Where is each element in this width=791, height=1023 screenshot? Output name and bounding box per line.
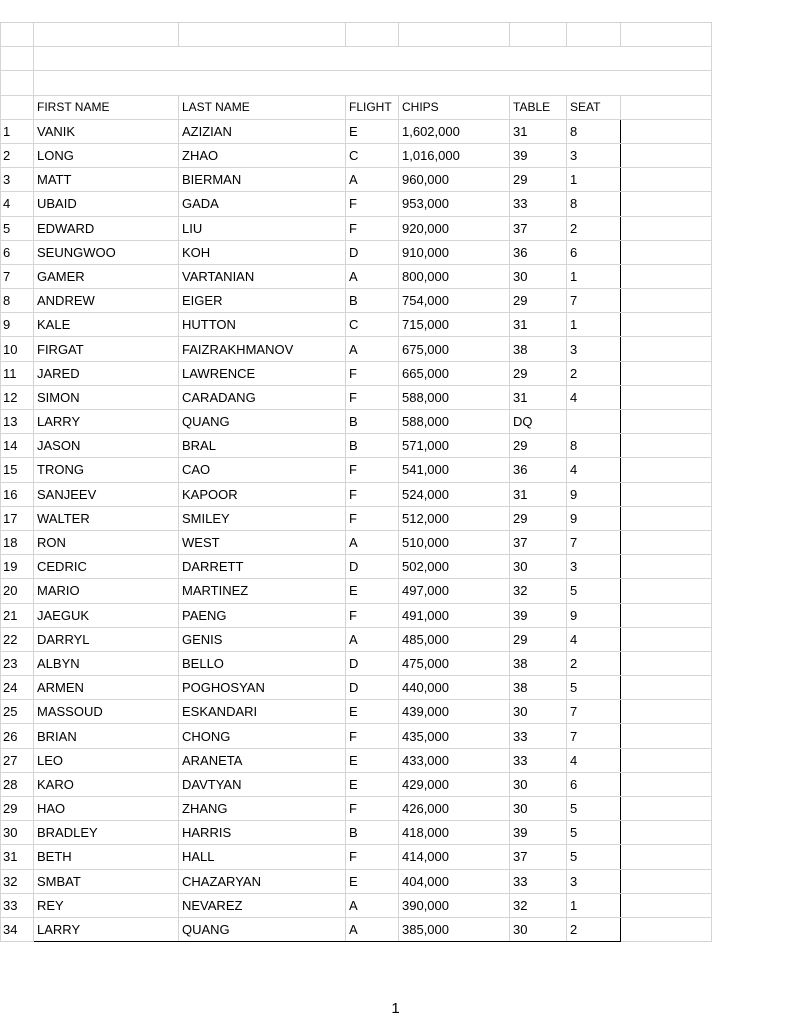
flight-cell: E <box>346 119 399 143</box>
chips-cell: 426,000 <box>399 797 510 821</box>
seat-cell: 5 <box>567 821 621 845</box>
seat-cell: 2 <box>567 917 621 941</box>
chips-cell: 435,000 <box>399 724 510 748</box>
table-row <box>1 313 712 337</box>
seat-cell: 1 <box>567 893 621 917</box>
seat-cell: 5 <box>567 797 621 821</box>
table-row <box>1 821 712 845</box>
chips-cell: 385,000 <box>399 917 510 941</box>
table-cell: 30 <box>510 797 567 821</box>
seat-cell: 8 <box>567 434 621 458</box>
table-row <box>1 579 712 603</box>
seat-cell <box>567 410 621 434</box>
seat-cell: 9 <box>567 506 621 530</box>
last-name-cell: HUTTON <box>179 313 346 337</box>
first-name-cell: FIRGAT <box>34 337 179 361</box>
first-name-cell: SMBAT <box>34 869 179 893</box>
first-name-cell: BRADLEY <box>34 821 179 845</box>
row-number: 5 <box>1 216 34 240</box>
table-cell: 36 <box>510 240 567 264</box>
table-row <box>1 216 712 240</box>
table-cell: 32 <box>510 893 567 917</box>
first-name-cell: SIMON <box>34 385 179 409</box>
chips-cell: 475,000 <box>399 651 510 675</box>
table-cell: 32 <box>510 579 567 603</box>
flight-cell: F <box>346 458 399 482</box>
table-row <box>1 385 712 409</box>
flight-cell: B <box>346 821 399 845</box>
flight-cell: E <box>346 748 399 772</box>
header-first-name: FIRST NAME <box>34 95 179 119</box>
chips-cell: 1,016,000 <box>399 143 510 167</box>
first-name-cell: LONG <box>34 143 179 167</box>
seat-cell: 7 <box>567 700 621 724</box>
seat-cell: 4 <box>567 748 621 772</box>
seat-cell: 1 <box>567 168 621 192</box>
row-number: 11 <box>1 361 34 385</box>
last-name-cell: ARANETA <box>179 748 346 772</box>
seat-cell: 1 <box>567 313 621 337</box>
last-name-cell: PAENG <box>179 603 346 627</box>
last-name-cell: VARTANIAN <box>179 264 346 288</box>
row-number: 19 <box>1 555 34 579</box>
seat-cell: 5 <box>567 845 621 869</box>
first-name-cell: KALE <box>34 313 179 337</box>
table-cell: 29 <box>510 168 567 192</box>
table-cell: 39 <box>510 603 567 627</box>
table-cell: 29 <box>510 434 567 458</box>
table-row <box>1 289 712 313</box>
flight-cell: A <box>346 627 399 651</box>
row-number: 2 <box>1 143 34 167</box>
last-name-cell: HALL <box>179 845 346 869</box>
first-name-cell: VANIK <box>34 119 179 143</box>
row-number: 31 <box>1 845 34 869</box>
row-number: 30 <box>1 821 34 845</box>
flight-cell: D <box>346 240 399 264</box>
table-cell: DQ <box>510 410 567 434</box>
row-number: 23 <box>1 651 34 675</box>
table-row <box>1 700 712 724</box>
flight-cell: E <box>346 869 399 893</box>
table-cell: 38 <box>510 651 567 675</box>
seat-cell: 7 <box>567 530 621 554</box>
seat-cell: 9 <box>567 482 621 506</box>
flight-cell: F <box>346 506 399 530</box>
row-number: 7 <box>1 264 34 288</box>
chips-cell: 491,000 <box>399 603 510 627</box>
table-cell: 30 <box>510 555 567 579</box>
first-name-cell: SANJEEV <box>34 482 179 506</box>
flight-cell: A <box>346 917 399 941</box>
table-row <box>1 506 712 530</box>
seat-cell: 8 <box>567 192 621 216</box>
last-name-cell: DAVTYAN <box>179 772 346 796</box>
table-row <box>1 603 712 627</box>
header-last-name: LAST NAME <box>179 95 346 119</box>
first-name-cell: TRONG <box>34 458 179 482</box>
chips-cell: 497,000 <box>399 579 510 603</box>
last-name-cell: ZHAO <box>179 143 346 167</box>
last-name-cell: GENIS <box>179 627 346 651</box>
first-name-cell: BETH <box>34 845 179 869</box>
row-number: 29 <box>1 797 34 821</box>
table-cell: 33 <box>510 748 567 772</box>
seat-cell: 6 <box>567 772 621 796</box>
table-row <box>1 482 712 506</box>
first-name-cell: JARED <box>34 361 179 385</box>
last-name-cell: LAWRENCE <box>179 361 346 385</box>
first-name-cell: MARIO <box>34 579 179 603</box>
row-number: 22 <box>1 627 34 651</box>
table-row <box>1 627 712 651</box>
last-name-cell: FAIZRAKHMANOV <box>179 337 346 361</box>
table-row <box>1 651 712 675</box>
seat-cell: 4 <box>567 458 621 482</box>
table-cell: 33 <box>510 869 567 893</box>
last-name-cell: SMILEY <box>179 506 346 530</box>
chips-cell: 571,000 <box>399 434 510 458</box>
table-cell: 38 <box>510 676 567 700</box>
last-name-cell: KAPOOR <box>179 482 346 506</box>
chips-cell: 433,000 <box>399 748 510 772</box>
row-number: 20 <box>1 579 34 603</box>
last-name-cell: KOH <box>179 240 346 264</box>
table-cell: 33 <box>510 724 567 748</box>
chips-cell: 404,000 <box>399 869 510 893</box>
first-name-cell: HAO <box>34 797 179 821</box>
first-name-cell: LARRY <box>34 410 179 434</box>
flight-cell: F <box>346 385 399 409</box>
flight-cell: F <box>346 603 399 627</box>
first-name-cell: CEDRIC <box>34 555 179 579</box>
table-row <box>1 772 712 796</box>
first-name-cell: LEO <box>34 748 179 772</box>
first-name-cell: REY <box>34 893 179 917</box>
table-cell: 29 <box>510 627 567 651</box>
table-cell: 37 <box>510 530 567 554</box>
chips-cell: 510,000 <box>399 530 510 554</box>
seat-cell: 9 <box>567 603 621 627</box>
first-name-cell: ANDREW <box>34 289 179 313</box>
row-number: 9 <box>1 313 34 337</box>
last-name-cell: AZIZIAN <box>179 119 346 143</box>
flight-cell: A <box>346 893 399 917</box>
row-number: 34 <box>1 917 34 941</box>
table-row <box>1 143 712 167</box>
row-number: 21 <box>1 603 34 627</box>
seat-cell: 2 <box>567 216 621 240</box>
flight-cell: F <box>346 845 399 869</box>
seat-cell: 7 <box>567 724 621 748</box>
table-row <box>1 893 712 917</box>
chips-cell: 953,000 <box>399 192 510 216</box>
table-row <box>1 845 712 869</box>
first-name-cell: KARO <box>34 772 179 796</box>
flight-cell: F <box>346 216 399 240</box>
flight-cell: B <box>346 289 399 313</box>
table-cell: 30 <box>510 917 567 941</box>
flight-cell: E <box>346 772 399 796</box>
row-number: 10 <box>1 337 34 361</box>
row-number: 15 <box>1 458 34 482</box>
row-number: 8 <box>1 289 34 313</box>
last-name-cell: EIGER <box>179 289 346 313</box>
table-cell: 37 <box>510 216 567 240</box>
flight-cell: F <box>346 482 399 506</box>
flight-cell: C <box>346 313 399 337</box>
row-number: 13 <box>1 410 34 434</box>
blank-row <box>1 71 712 95</box>
flight-cell: B <box>346 434 399 458</box>
table-row <box>1 361 712 385</box>
flight-cell: A <box>346 337 399 361</box>
first-name-cell: JAEGUK <box>34 603 179 627</box>
first-name-cell: GAMER <box>34 264 179 288</box>
chips-cell: 541,000 <box>399 458 510 482</box>
header-chips: CHIPS <box>399 95 510 119</box>
last-name-cell: MARTINEZ <box>179 579 346 603</box>
flight-cell: F <box>346 192 399 216</box>
first-name-cell: WALTER <box>34 506 179 530</box>
flight-cell: E <box>346 700 399 724</box>
seat-cell: 7 <box>567 289 621 313</box>
seat-cell: 3 <box>567 555 621 579</box>
chips-cell: 1,602,000 <box>399 119 510 143</box>
table-cell: 36 <box>510 458 567 482</box>
table-row <box>1 676 712 700</box>
last-name-cell: ZHANG <box>179 797 346 821</box>
table-row <box>1 434 712 458</box>
seat-cell: 3 <box>567 337 621 361</box>
table-row <box>1 458 712 482</box>
row-number: 17 <box>1 506 34 530</box>
chips-cell: 588,000 <box>399 410 510 434</box>
first-name-cell: MATT <box>34 168 179 192</box>
seat-cell: 6 <box>567 240 621 264</box>
last-name-cell: CARADANG <box>179 385 346 409</box>
last-name-cell: HARRIS <box>179 821 346 845</box>
first-name-cell: JASON <box>34 434 179 458</box>
table-cell: 29 <box>510 506 567 530</box>
last-name-cell: WEST <box>179 530 346 554</box>
flight-cell: D <box>346 651 399 675</box>
seat-cell: 5 <box>567 579 621 603</box>
row-number: 4 <box>1 192 34 216</box>
last-name-cell: BIERMAN <box>179 168 346 192</box>
seat-cell: 8 <box>567 119 621 143</box>
seat-cell: 5 <box>567 676 621 700</box>
seat-cell: 3 <box>567 143 621 167</box>
flight-cell: D <box>346 676 399 700</box>
header-row <box>1 95 712 119</box>
chips-cell: 800,000 <box>399 264 510 288</box>
last-name-cell: BRAL <box>179 434 346 458</box>
seat-cell: 2 <box>567 651 621 675</box>
first-name-cell: ARMEN <box>34 676 179 700</box>
last-name-cell: CHONG <box>179 724 346 748</box>
seat-cell: 4 <box>567 385 621 409</box>
first-name-cell: RON <box>34 530 179 554</box>
seat-cell: 3 <box>567 869 621 893</box>
first-name-cell: MASSOUD <box>34 700 179 724</box>
table-cell: 31 <box>510 385 567 409</box>
table-cell: 38 <box>510 337 567 361</box>
first-name-cell: EDWARD <box>34 216 179 240</box>
row-number: 6 <box>1 240 34 264</box>
flight-cell: A <box>346 168 399 192</box>
row-number: 25 <box>1 700 34 724</box>
row-number: 24 <box>1 676 34 700</box>
flight-cell: B <box>346 410 399 434</box>
last-name-cell: DARRETT <box>179 555 346 579</box>
header-flight: FLIGHT <box>346 95 399 119</box>
table-row <box>1 748 712 772</box>
last-name-cell: QUANG <box>179 917 346 941</box>
last-name-cell: CAO <box>179 458 346 482</box>
flight-cell: F <box>346 724 399 748</box>
table-cell: 33 <box>510 192 567 216</box>
first-name-cell: DARRYL <box>34 627 179 651</box>
chips-cell: 485,000 <box>399 627 510 651</box>
chips-cell: 440,000 <box>399 676 510 700</box>
table-cell: 31 <box>510 482 567 506</box>
first-name-cell: UBAID <box>34 192 179 216</box>
flight-cell: C <box>346 143 399 167</box>
table-cell: 29 <box>510 289 567 313</box>
table-row <box>1 869 712 893</box>
row-number: 27 <box>1 748 34 772</box>
chips-cell: 390,000 <box>399 893 510 917</box>
row-number: 3 <box>1 168 34 192</box>
table-row <box>1 119 712 143</box>
table-cell: 39 <box>510 821 567 845</box>
last-name-cell: CHAZARYAN <box>179 869 346 893</box>
chips-cell: 429,000 <box>399 772 510 796</box>
table-cell: 37 <box>510 845 567 869</box>
chips-cell: 418,000 <box>399 821 510 845</box>
first-name-cell: BRIAN <box>34 724 179 748</box>
table-cell: 39 <box>510 143 567 167</box>
first-name-cell: SEUNGWOO <box>34 240 179 264</box>
table-row <box>1 410 712 434</box>
flight-cell: A <box>346 264 399 288</box>
chips-cell: 675,000 <box>399 337 510 361</box>
row-number: 18 <box>1 530 34 554</box>
table-row <box>1 917 712 941</box>
last-name-cell: BELLO <box>179 651 346 675</box>
row-number: 16 <box>1 482 34 506</box>
table-cell: 29 <box>510 361 567 385</box>
last-name-cell: NEVAREZ <box>179 893 346 917</box>
flight-cell: F <box>346 797 399 821</box>
table-row <box>1 724 712 748</box>
chips-cell: 920,000 <box>399 216 510 240</box>
seat-cell: 1 <box>567 264 621 288</box>
table-row <box>1 192 712 216</box>
table-row <box>1 530 712 554</box>
last-name-cell: LIU <box>179 216 346 240</box>
row-number: 28 <box>1 772 34 796</box>
table-cell: 31 <box>510 313 567 337</box>
table-row <box>1 797 712 821</box>
chips-cell: 524,000 <box>399 482 510 506</box>
row-number: 12 <box>1 385 34 409</box>
chips-cell: 665,000 <box>399 361 510 385</box>
seat-cell: 4 <box>567 627 621 651</box>
chips-cell: 960,000 <box>399 168 510 192</box>
blank-row <box>1 47 712 71</box>
row-number: 1 <box>1 119 34 143</box>
seat-cell: 2 <box>567 361 621 385</box>
flight-cell: A <box>346 530 399 554</box>
chips-cell: 439,000 <box>399 700 510 724</box>
flight-cell: D <box>346 555 399 579</box>
last-name-cell: POGHOSYAN <box>179 676 346 700</box>
row-number: 33 <box>1 893 34 917</box>
chips-cell: 715,000 <box>399 313 510 337</box>
chip-count-sheet <box>0 22 712 942</box>
chips-cell: 502,000 <box>399 555 510 579</box>
table-cell: 30 <box>510 264 567 288</box>
header-seat: SEAT <box>567 95 621 119</box>
last-name-cell: ESKANDARI <box>179 700 346 724</box>
table-row <box>1 168 712 192</box>
blank-row <box>1 23 712 47</box>
chips-cell: 754,000 <box>399 289 510 313</box>
row-number: 14 <box>1 434 34 458</box>
last-name-cell: GADA <box>179 192 346 216</box>
table-row <box>1 240 712 264</box>
flight-cell: E <box>346 579 399 603</box>
header-table: TABLE <box>510 95 567 119</box>
table-cell: 31 <box>510 119 567 143</box>
table-row <box>1 264 712 288</box>
chips-cell: 512,000 <box>399 506 510 530</box>
table-cell: 30 <box>510 772 567 796</box>
chips-cell: 910,000 <box>399 240 510 264</box>
chips-cell: 588,000 <box>399 385 510 409</box>
first-name-cell: ALBYN <box>34 651 179 675</box>
page-number: 1 <box>391 1000 400 1017</box>
row-number: 26 <box>1 724 34 748</box>
first-name-cell: LARRY <box>34 917 179 941</box>
table-row <box>1 337 712 361</box>
flight-cell: F <box>346 361 399 385</box>
table-row <box>1 555 712 579</box>
table-cell: 30 <box>510 700 567 724</box>
chips-cell: 414,000 <box>399 845 510 869</box>
row-number: 32 <box>1 869 34 893</box>
last-name-cell: QUANG <box>179 410 346 434</box>
